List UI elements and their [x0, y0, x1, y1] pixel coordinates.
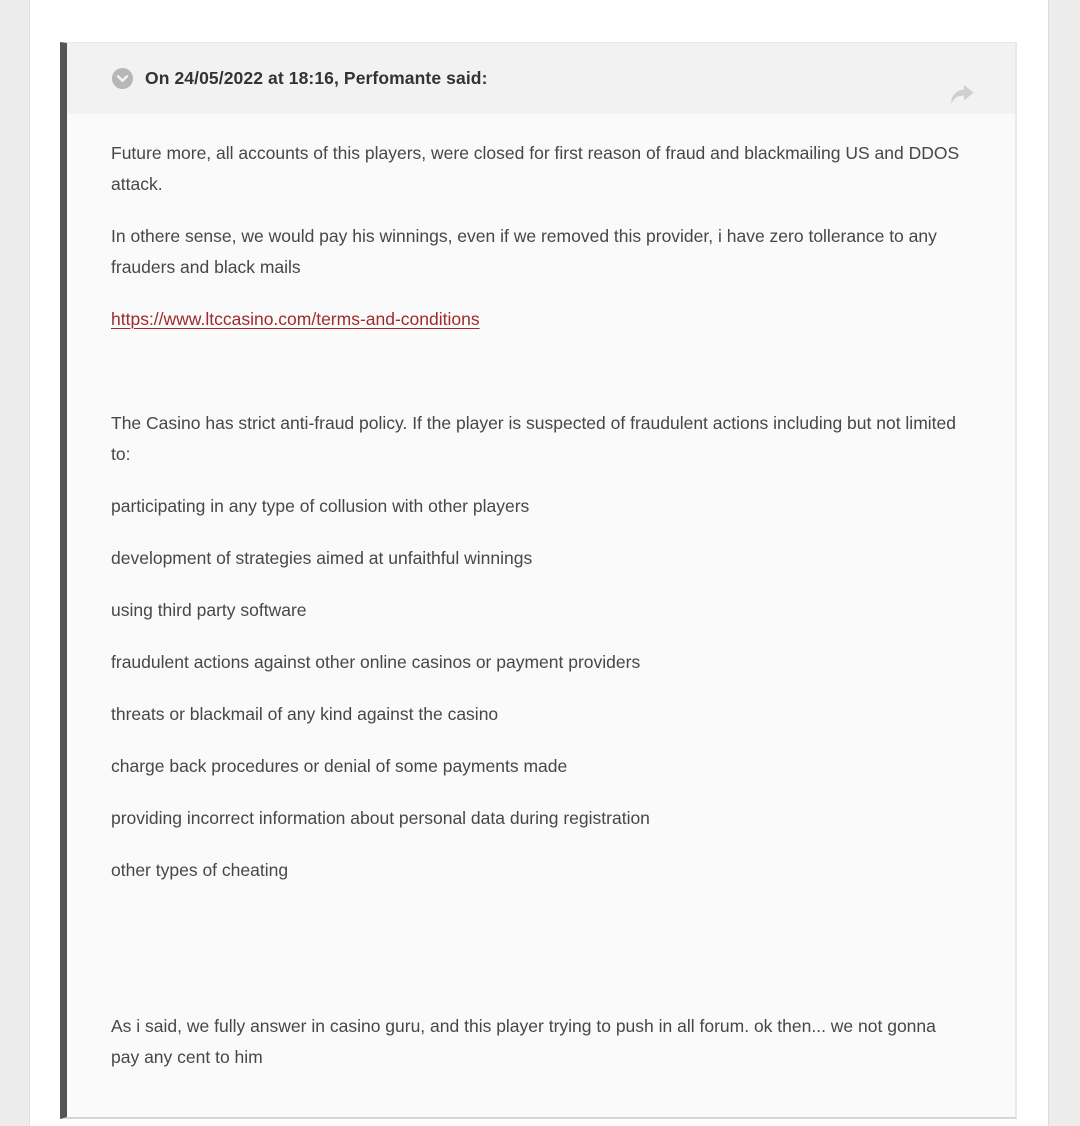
chevron-down-circle-icon[interactable]	[111, 67, 134, 90]
quote-paragraph	[111, 304, 968, 335]
quote-paragraph: Future more, all accounts of this players, were closed for first reason of fraud and blackmailing US and DDOS attack.	[111, 143, 960, 194]
quote-paragraph: development of strategies aimed at unfaithful winnings	[111, 548, 533, 568]
quote-paragraph: fraudulent actions against other online casinos or payment providers	[111, 652, 641, 672]
post-content-card	[29, 0, 1049, 1126]
empty-paragraph	[111, 907, 968, 938]
quote-block	[60, 42, 1017, 1119]
quote-paragraph: other types of cheating	[111, 860, 289, 880]
empty-paragraph	[111, 356, 968, 387]
empty-paragraph	[111, 959, 968, 990]
quote-paragraph: providing incorrect information about personal data during registration	[111, 808, 650, 828]
quote-paragraph: threats or blackmail of any kind against the casino	[111, 704, 499, 724]
quote-paragraph: As i said, we fully answer in casino guru, and this player trying to push in all forum. ok then... we not gonna pay any cent to him	[111, 1016, 936, 1067]
quote-body	[67, 114, 1015, 1119]
share-arrow-icon[interactable]	[947, 81, 977, 108]
quote-paragraph: using third party software	[111, 600, 307, 620]
quote-paragraph: The Casino has strict anti-fraud policy. If the player is suspected of fraudulent actions including but not limited to:	[111, 413, 956, 464]
quote-paragraph: In othere sense, we would pay his winnings, even if we removed this provider, i have zero tollerance to any frauders and black mails	[111, 226, 937, 277]
quote-citation: On 24/05/2022 at 18:16, Perfomante said:	[145, 68, 488, 88]
terms-and-conditions-link[interactable]: https://www.ltccasino.com/terms-and-conditions	[111, 309, 480, 329]
quote-header[interactable]	[67, 43, 1015, 114]
quote-paragraph: charge back procedures or denial of some payments made	[111, 756, 568, 776]
quote-paragraph: participating in any type of collusion with other players	[111, 496, 530, 516]
